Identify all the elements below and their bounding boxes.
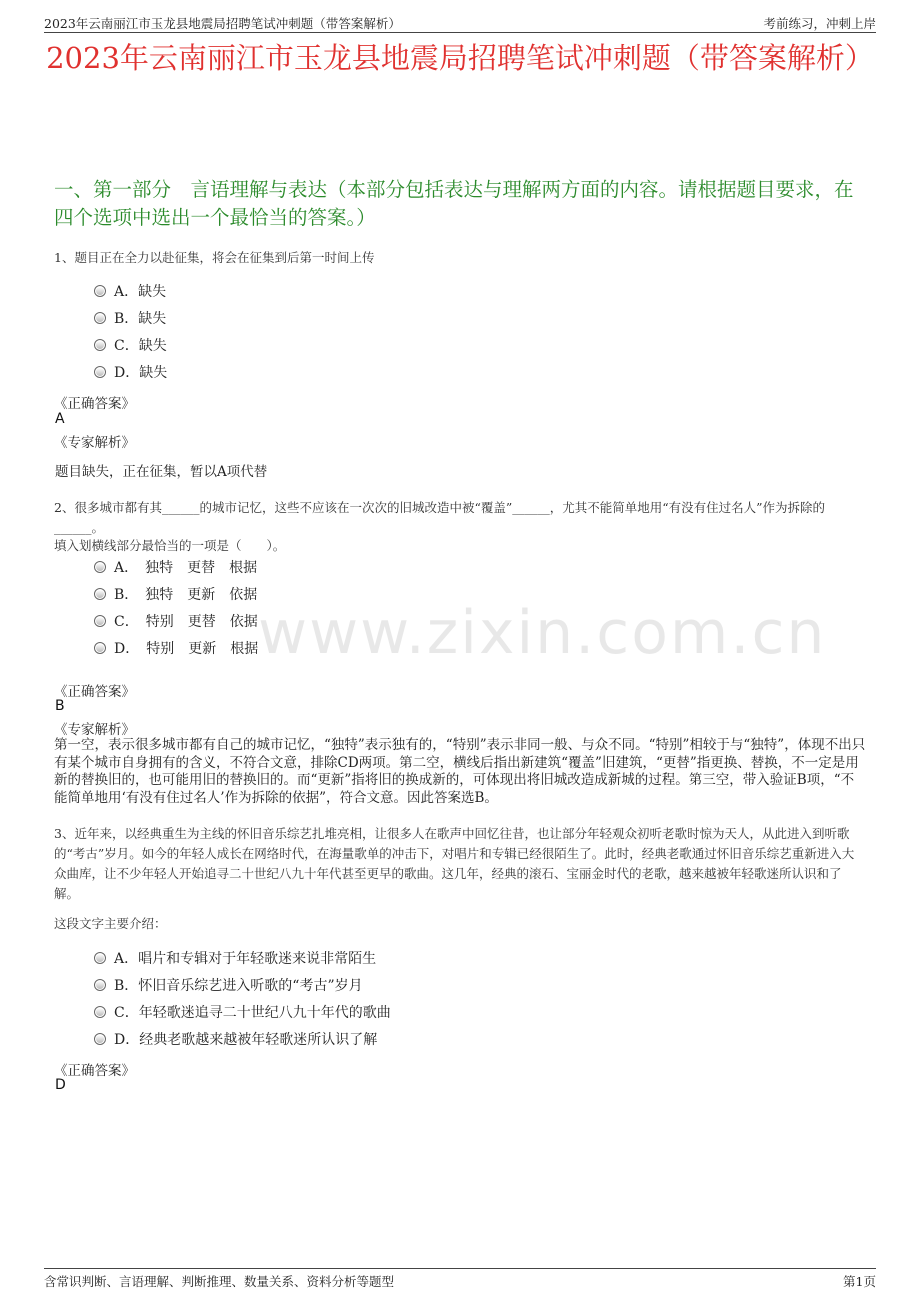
option-label: C．缺失 bbox=[114, 338, 167, 354]
q1-answer-label: 《正确答案》 bbox=[54, 396, 135, 412]
radio-icon[interactable] bbox=[94, 1006, 106, 1018]
q2-option-a[interactable] bbox=[94, 558, 257, 578]
radio-icon[interactable] bbox=[94, 339, 106, 351]
q3-option-c[interactable] bbox=[94, 1003, 391, 1023]
option-label: C．年轻歌迷追寻二十世纪八九十年代的歌曲 bbox=[114, 1005, 391, 1021]
option-label: D．经典老歌越来越被年轻歌迷所认识了解 bbox=[114, 1032, 378, 1048]
radio-icon[interactable] bbox=[94, 588, 106, 600]
option-label: A． 独特 更替 根据 bbox=[114, 560, 258, 576]
header-slogan: 考前练习，冲刺上岸 bbox=[763, 16, 876, 31]
radio-icon[interactable] bbox=[94, 366, 106, 378]
q3-option-b[interactable] bbox=[94, 976, 363, 996]
option-label: C． 特别 更替 依据 bbox=[114, 614, 258, 630]
radio-icon[interactable] bbox=[94, 561, 106, 573]
q3-option-d[interactable] bbox=[94, 1030, 377, 1050]
footer-note: 含常识判断、言语理解、判断推理、数量关系、资料分析等题型 bbox=[44, 1274, 395, 1289]
q2-prompt: 填入划横线部分最恰当的一项是（ ）。 bbox=[54, 538, 286, 553]
radio-icon[interactable] bbox=[94, 615, 106, 627]
q1-option-b[interactable] bbox=[94, 309, 166, 329]
q3-answer-label: 《正确答案》 bbox=[54, 1063, 135, 1079]
page-header bbox=[44, 12, 876, 33]
q3-option-a[interactable] bbox=[94, 949, 376, 969]
option-label: D．缺失 bbox=[114, 365, 168, 381]
option-label: B．怀旧音乐综艺进入听歌的“考古”岁月 bbox=[114, 978, 363, 994]
q2-answer-label: 《正确答案》 bbox=[54, 684, 135, 700]
radio-icon[interactable] bbox=[94, 952, 106, 964]
page-footer bbox=[44, 1268, 876, 1289]
option-label: B． 独特 更新 依据 bbox=[114, 587, 258, 603]
header-doc-title: 2023年云南丽江市玉龙县地震局招聘笔试冲刺题（带答案解析） bbox=[44, 16, 401, 31]
q3-prompt: 这段文字主要介绍： bbox=[54, 916, 167, 931]
q1-stem: 1、题目正在全力以赴征集，将会在征集到后第一时间上传 bbox=[54, 250, 375, 265]
option-label: D． 特别 更新 根据 bbox=[114, 641, 259, 657]
option-label: A．唱片和专辑对于年轻歌迷来说非常陌生 bbox=[114, 951, 377, 967]
q1-analysis-label: 《专家解析》 bbox=[54, 435, 135, 451]
q1-option-a[interactable] bbox=[94, 282, 166, 302]
q3-stem: 3、近年来，以经典重生为主线的怀旧音乐综艺扎堆亮相，让很多人在歌声中回忆往昔，也让部分年轻观众初听老歌时惊为天人，从此进入到听歌的“考古”岁月。如今的年轻人成长在网络时代，在海量歌单的冲击下，对唱片和专辑已经很陌生了。此时，经典老歌通过怀旧音乐综艺重新进入大众曲库，让不少年轻人开始追寻二十世纪八九十年代甚至更早的歌曲。这几年，经典的滚石、宝丽金时代的老歌，越来越被年轻歌迷所认识和了解。 bbox=[54, 826, 855, 901]
radio-icon[interactable] bbox=[94, 1033, 106, 1045]
page-title: 2023年云南丽江市玉龙县地震局招聘笔试冲刺题（带答案解析） bbox=[46, 41, 874, 75]
q2-analysis-label: 《专家解析》 bbox=[54, 722, 135, 738]
section-heading: 一、第一部分 言语理解与表达（本部分包括表达与理解两方面的内容。请根据题目要求，在四个选项中选出一个最恰当的答案。） bbox=[54, 178, 854, 229]
q1-option-d[interactable] bbox=[94, 363, 167, 383]
watermark: www.zixin.com.cn bbox=[258, 598, 827, 668]
page-number: 第1页 bbox=[843, 1274, 876, 1289]
radio-icon[interactable] bbox=[94, 979, 106, 991]
q1-option-c[interactable] bbox=[94, 336, 167, 356]
radio-icon[interactable] bbox=[94, 285, 106, 297]
radio-icon[interactable] bbox=[94, 312, 106, 324]
q3-answer: D bbox=[55, 1077, 66, 1093]
option-label: A．缺失 bbox=[114, 284, 167, 300]
q1-analysis: 题目缺失，正在征集，暂以A项代替 bbox=[55, 464, 268, 480]
q2-analysis: 第一空，表示很多城市都有自己的城市记忆，“独特”表示独有的，“特别”表示非同一般、与众不同。“特别”相较于与“独特”，体现不出只有某个城市自身拥有的含义，不符合文意，排除CD两项。第二空，横线后指出新建筑“覆盖”旧建筑，“更替”指更换、替换，不一定是用新的替换旧的，也可能用旧的替换旧的。而“更新”指将旧的换成新的，可体现出将旧城改造成新城的过程。第三空，带入验证B项，“不能简单地用‘有没有住过名人’作为拆除的依据”，符合文意。因此答案选B。 bbox=[54, 737, 866, 806]
q2-option-b[interactable] bbox=[94, 585, 257, 605]
q2-option-c[interactable] bbox=[94, 612, 258, 632]
q2-answer: B bbox=[55, 698, 65, 714]
q2-option-d[interactable] bbox=[94, 639, 258, 659]
radio-icon[interactable] bbox=[94, 642, 106, 654]
q2-stem: 2、很多城市都有其______的城市记忆，这些不应该在一次次的旧城改造中被“覆盖”______，尤其不能简单地用“有没有住过名人”作为拆除的______。 bbox=[54, 500, 826, 535]
q1-answer: A bbox=[55, 411, 65, 427]
option-label: B．缺失 bbox=[114, 311, 167, 327]
